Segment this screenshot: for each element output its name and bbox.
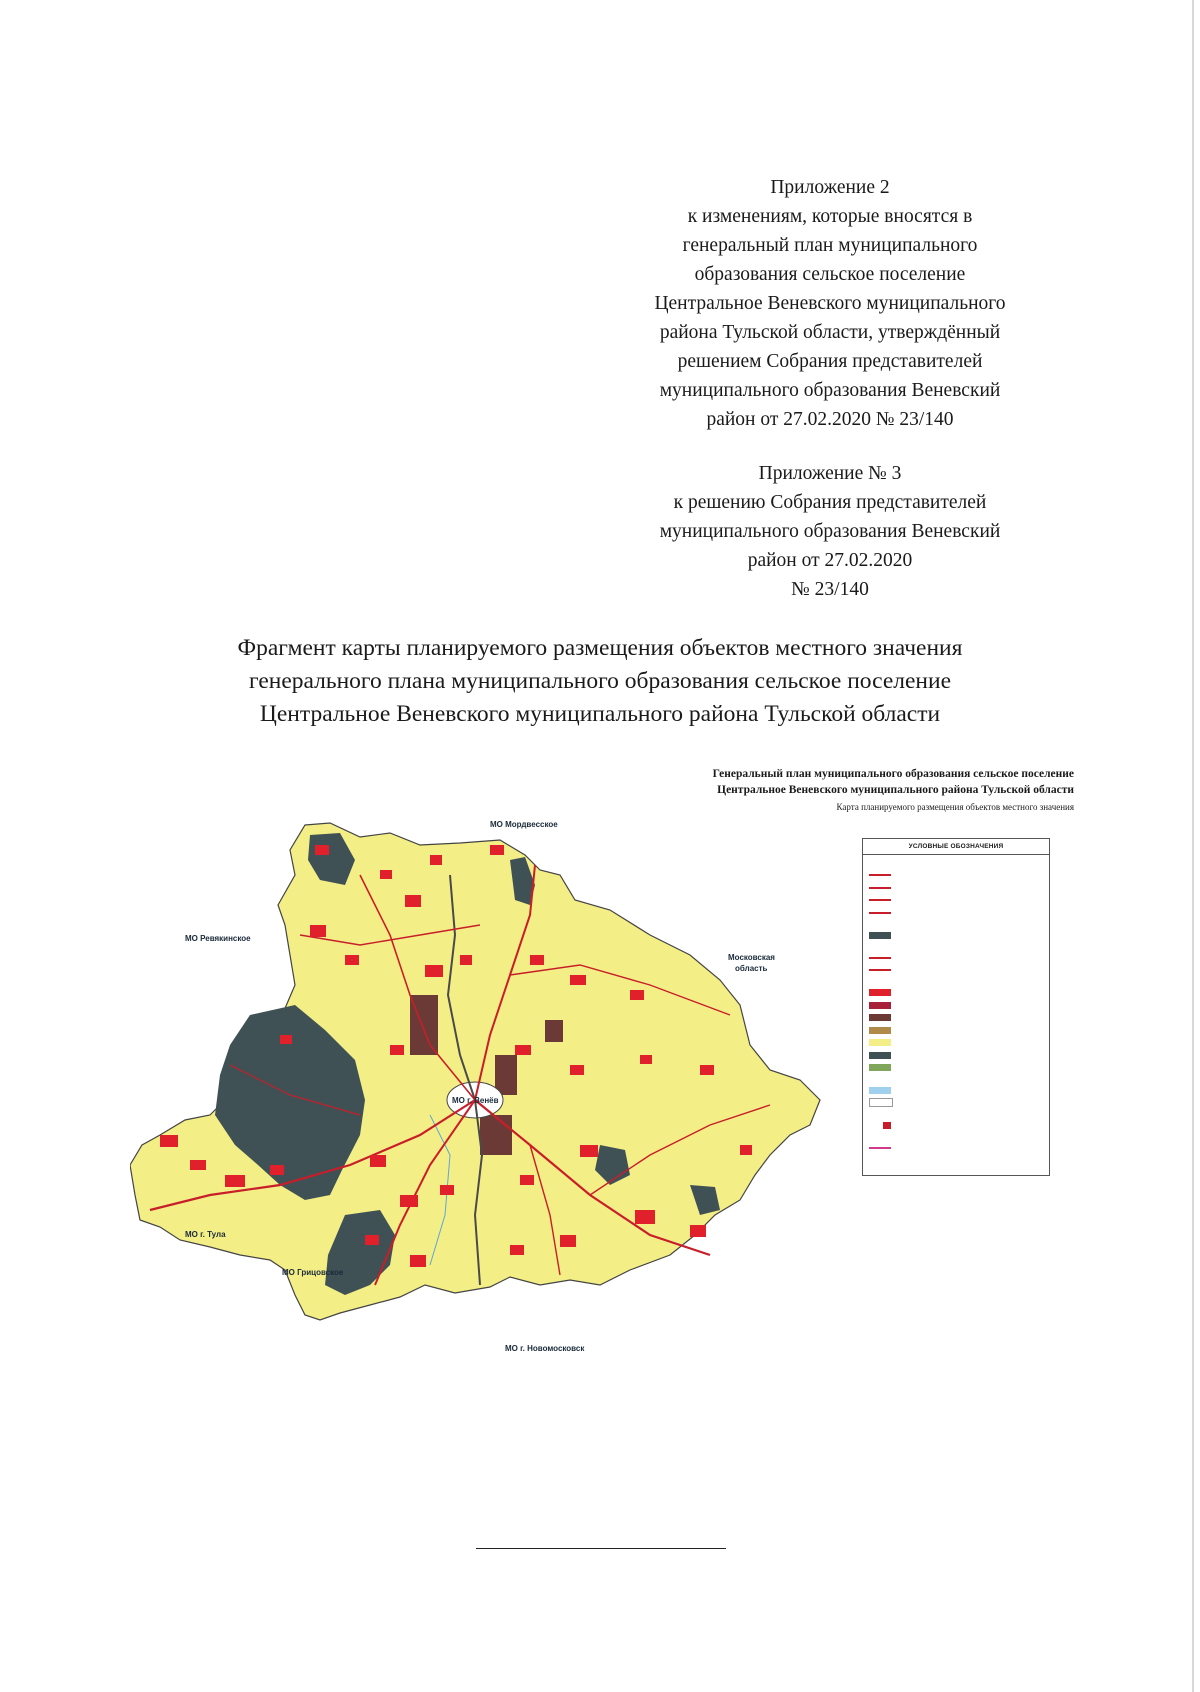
legend-title: УСЛОВНЫЕ ОБОЗНАЧЕНИЯ bbox=[863, 839, 1049, 855]
legend-row bbox=[869, 952, 1043, 965]
legend-row bbox=[869, 1119, 1043, 1132]
legend-row bbox=[869, 1062, 1043, 1075]
appendix-3-line: район от 27.02.2020 bbox=[747, 550, 913, 571]
legend-row bbox=[869, 869, 1043, 882]
document-title-line: Фрагмент карты планируемого размещения объектов местного значения bbox=[237, 635, 963, 661]
legend-section bbox=[869, 919, 1043, 929]
legend-row bbox=[869, 882, 1043, 895]
appendix-2-line: Приложение 2 bbox=[770, 177, 890, 198]
legend-row bbox=[869, 1084, 1043, 1097]
document-title-line: генерального плана муниципального образования сельское поселение bbox=[248, 668, 952, 694]
legend-row bbox=[869, 1024, 1043, 1037]
legend-row bbox=[869, 987, 1043, 1000]
appendix-2-line: Центральное Веневского муниципального bbox=[654, 293, 1006, 314]
legend-row bbox=[869, 964, 1043, 977]
legend-row bbox=[869, 1012, 1043, 1025]
page-edge-shadow bbox=[1192, 0, 1194, 1692]
bottom-rule bbox=[476, 1548, 726, 1549]
label-mo-venev: МО г. Венёв bbox=[452, 1096, 499, 1105]
document-title-line: Центральное Веневского муниципального района Тульской области bbox=[259, 701, 941, 727]
legend-section bbox=[869, 1074, 1043, 1084]
appendix-2-line: образования сельское поселение bbox=[694, 264, 966, 285]
appendix-2-line: решением Собрания представителей bbox=[677, 351, 983, 372]
label-mo-gritsov: МО Грицовское bbox=[282, 1268, 344, 1277]
appendix-3-line: № 23/140 bbox=[791, 579, 869, 600]
legend-row bbox=[869, 999, 1043, 1012]
label-mo-revyakin: МО Ревякинское bbox=[185, 934, 251, 943]
appendix-3-header bbox=[580, 459, 1080, 604]
appendix-2-line: к изменениям, которые вносятся в bbox=[687, 206, 973, 227]
legend-row bbox=[869, 1097, 1043, 1110]
legend-section bbox=[869, 1109, 1043, 1119]
legend-row bbox=[869, 1037, 1043, 1050]
settlement-map bbox=[130, 815, 830, 1375]
appendix-2-header bbox=[580, 173, 1080, 434]
label-mo-novomoskovsk: МО г. Новомосковск bbox=[505, 1344, 585, 1353]
legend-section bbox=[869, 942, 1043, 952]
industrial-zone bbox=[545, 1020, 563, 1042]
appendix-3-line: муниципального образования Веневский bbox=[659, 521, 1001, 542]
legend-row bbox=[869, 907, 1043, 920]
map-legend bbox=[862, 838, 1050, 1176]
industrial-zone bbox=[480, 1115, 512, 1155]
legend-row bbox=[869, 894, 1043, 907]
label-moscow-region-1: Московская bbox=[728, 953, 775, 962]
map-header bbox=[560, 766, 1074, 798]
document-title bbox=[100, 632, 1100, 731]
legend-row bbox=[869, 1049, 1043, 1062]
label-moscow-region-2: область bbox=[735, 964, 768, 973]
appendix-2-line: район от 27.02.2020 № 23/140 bbox=[706, 409, 954, 430]
legend-rows bbox=[863, 855, 1049, 1158]
map-header-line: Центральное Веневского муниципального района Тульской области bbox=[717, 784, 1074, 796]
legend-section bbox=[869, 977, 1043, 987]
appendix-3-line: Приложение № 3 bbox=[758, 463, 902, 484]
appendix-3-line: к решению Собрания представителей bbox=[673, 492, 987, 513]
map-header-line: Генеральный план муниципального образования сельское поселение bbox=[712, 768, 1074, 780]
legend-section bbox=[869, 1132, 1043, 1142]
legend-row bbox=[869, 929, 1043, 942]
label-mo-tula: МО г. Тула bbox=[185, 1230, 226, 1239]
map-subheader: Карта планируемого размещения объектов местного значения bbox=[836, 802, 1074, 812]
legend-row bbox=[869, 1142, 1043, 1155]
appendix-2-line: генеральный план муниципального bbox=[682, 235, 978, 256]
appendix-2-line: муниципального образования Веневский bbox=[659, 380, 1001, 401]
appendix-2-line: района Тульской области, утверждённый bbox=[659, 322, 1001, 343]
label-mo-mordves: МО Мордвесское bbox=[490, 820, 558, 829]
legend-section bbox=[869, 859, 1043, 869]
industrial-zone bbox=[495, 1055, 517, 1095]
